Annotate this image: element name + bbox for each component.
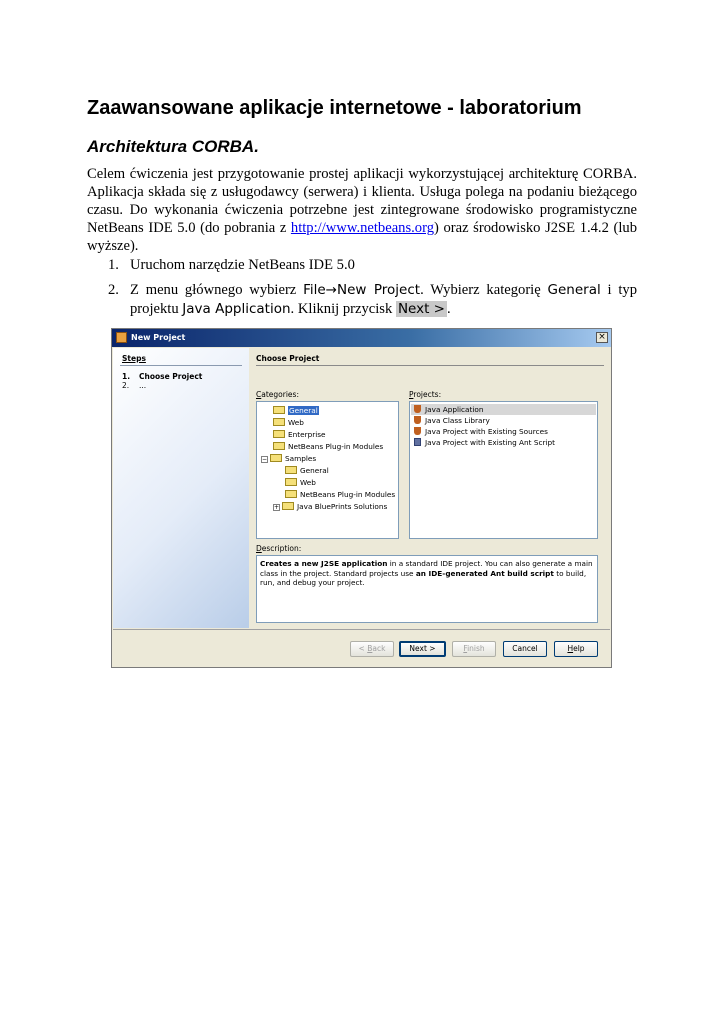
tree-item-label: Samples [285, 454, 317, 463]
folder-icon [285, 490, 297, 498]
step-text-part: . Wybierz kategorię [420, 282, 548, 298]
finish-button[interactable] [452, 641, 496, 657]
button-label: < [358, 644, 368, 653]
categories-tree[interactable] [256, 401, 399, 539]
tree-item-netbeans-plugin-modules[interactable] [273, 441, 383, 452]
steps-header: Steps [122, 354, 146, 363]
cancel-button[interactable]: Cancel [503, 641, 547, 657]
back-button[interactable] [350, 641, 394, 657]
tree-item-web[interactable] [273, 417, 304, 428]
menu-path: File→New Project [303, 282, 421, 298]
label-rest: escription: [261, 544, 302, 553]
tree-item-label: General [289, 406, 318, 415]
description-bold: an IDE-generated Ant build script [415, 568, 554, 578]
projects-label [409, 390, 441, 399]
button-label: elp [573, 644, 585, 653]
tree-item-samples-general[interactable] [285, 465, 329, 476]
next-button[interactable]: Next > [399, 641, 446, 657]
tree-item-label: NetBeans Plug-in Modules [300, 490, 396, 499]
description-text-area [256, 555, 598, 623]
description-label [256, 544, 301, 553]
mnemonic: H [567, 644, 574, 653]
button-label: inish [467, 644, 485, 653]
wizard-step-next [122, 381, 146, 390]
steps-divider [120, 365, 242, 366]
tree-item-label: Java BluePrints Solutions [297, 502, 388, 511]
wizard-step-label: ... [139, 381, 147, 390]
project-item-label: Java Class Library [425, 416, 490, 425]
wizard-step-number: 1. [122, 372, 131, 381]
close-icon[interactable]: × [596, 332, 608, 343]
folder-icon [273, 442, 285, 450]
step-number: 2. [108, 282, 119, 298]
mnemonic: P [409, 390, 414, 399]
folder-icon [285, 466, 297, 474]
tree-item-label: NetBeans Plug-in Modules [288, 442, 384, 451]
project-item-label: Java Project with Existing Sources [425, 427, 548, 436]
step-text: Uruchom narzędzie NetBeans IDE 5.0 [130, 257, 355, 273]
next-button-reference: Next > [397, 301, 445, 317]
document-title: Zaawansowane aplikacje internetowe - laboratorium [87, 97, 582, 119]
section-title: Architektura CORBA. [87, 137, 259, 156]
header-divider [256, 365, 604, 366]
mnemonic: B [367, 644, 373, 653]
folder-open-icon [270, 454, 282, 462]
step-text [130, 281, 637, 319]
step-text-part: . Kliknij przycisk [290, 301, 396, 317]
tree-item-general[interactable] [273, 405, 319, 416]
description-bold: Creates a new J2SE application [260, 559, 388, 568]
button-label: ack [372, 644, 386, 653]
project-item-label: Java Application [425, 405, 484, 414]
tree-item-label: Enterprise [288, 430, 326, 439]
folder-icon [285, 478, 297, 486]
tree-item-enterprise[interactable] [273, 429, 326, 440]
label-rest: ategories: [261, 390, 299, 399]
project-item-existing-ant-script[interactable] [414, 437, 555, 448]
wizard-step-choose-project [122, 372, 202, 381]
ant-script-icon [414, 438, 421, 446]
dialog-titlebar[interactable] [112, 329, 611, 347]
tree-item-samples-web[interactable] [285, 477, 316, 488]
main-panel [250, 348, 610, 628]
intro-text-end: ) oraz środowisko J2SE 1.4.2 (lub wyższe). [87, 220, 637, 254]
folder-icon [273, 406, 285, 414]
step-number: 1. [108, 257, 119, 273]
description-text: in a standard IDE project. You can also generate a main class in the project. Standard projects use [260, 559, 593, 578]
project-item-java-class-library[interactable] [414, 415, 490, 426]
folder-icon [273, 430, 285, 438]
new-project-dialog [111, 328, 612, 668]
help-button[interactable] [554, 641, 598, 657]
category-name: General [547, 282, 601, 298]
project-item-existing-sources[interactable] [414, 426, 548, 437]
folder-icon [282, 502, 294, 510]
java-cup-icon [414, 416, 421, 424]
tree-item-label: General [300, 466, 329, 475]
label-rest: rojects: [413, 390, 442, 399]
dialog-title: New Project [131, 333, 186, 342]
mnemonic: C [256, 390, 262, 399]
project-item-java-application[interactable] [411, 404, 596, 415]
tree-item-samples[interactable] [261, 453, 316, 464]
tree-item-samples-netbeans-plugin-modules[interactable] [285, 489, 395, 500]
java-cup-icon [414, 427, 421, 435]
step-text-part: i typ projektu [130, 282, 638, 317]
java-cup-icon [414, 405, 421, 413]
expand-icon[interactable]: + [274, 504, 280, 511]
intro-text-start: Celem ćwiczenia jest przygotowanie prostej aplikacji wykorzystującej architekturę CORBA. Aplikacja składa się z usługodawcy (serwera) i klienta. Usługa polega na podaniu bieżącego czasu. Do wykonania ćwiczenia potrzebne jest zintegrowane środowisko programistyczne NetBeans IDE 5.0 (do pobrania z [87, 166, 637, 236]
projects-list[interactable] [409, 401, 598, 539]
netbeans-link[interactable]: http://www.netbeans.org [290, 220, 434, 236]
tree-item-java-blueprints-solutions[interactable] [273, 501, 387, 512]
mnemonic: D [256, 544, 262, 553]
project-item-label: Java Project with Existing Ant Script [425, 438, 556, 447]
choose-project-header: Choose Project [256, 354, 320, 363]
mnemonic: F [463, 644, 468, 653]
steps-panel [113, 348, 249, 628]
step-text-part: . [447, 301, 451, 317]
project-type-name: Java Application [182, 301, 291, 317]
tree-item-label: Web [288, 418, 304, 427]
folder-icon [273, 418, 285, 426]
netbeans-icon [116, 332, 127, 343]
wizard-step-label: Choose Project [139, 372, 203, 381]
categories-label [256, 390, 299, 399]
step-text-part: Z menu głównego wybierz [130, 282, 304, 298]
description-text: to build, run, and debug your project. [260, 568, 587, 587]
button-bar-divider [113, 629, 610, 630]
intro-paragraph [87, 165, 637, 255]
tree-item-label: Web [300, 478, 316, 487]
wizard-step-number: 2. [122, 381, 130, 390]
collapse-icon[interactable]: − [262, 456, 268, 463]
